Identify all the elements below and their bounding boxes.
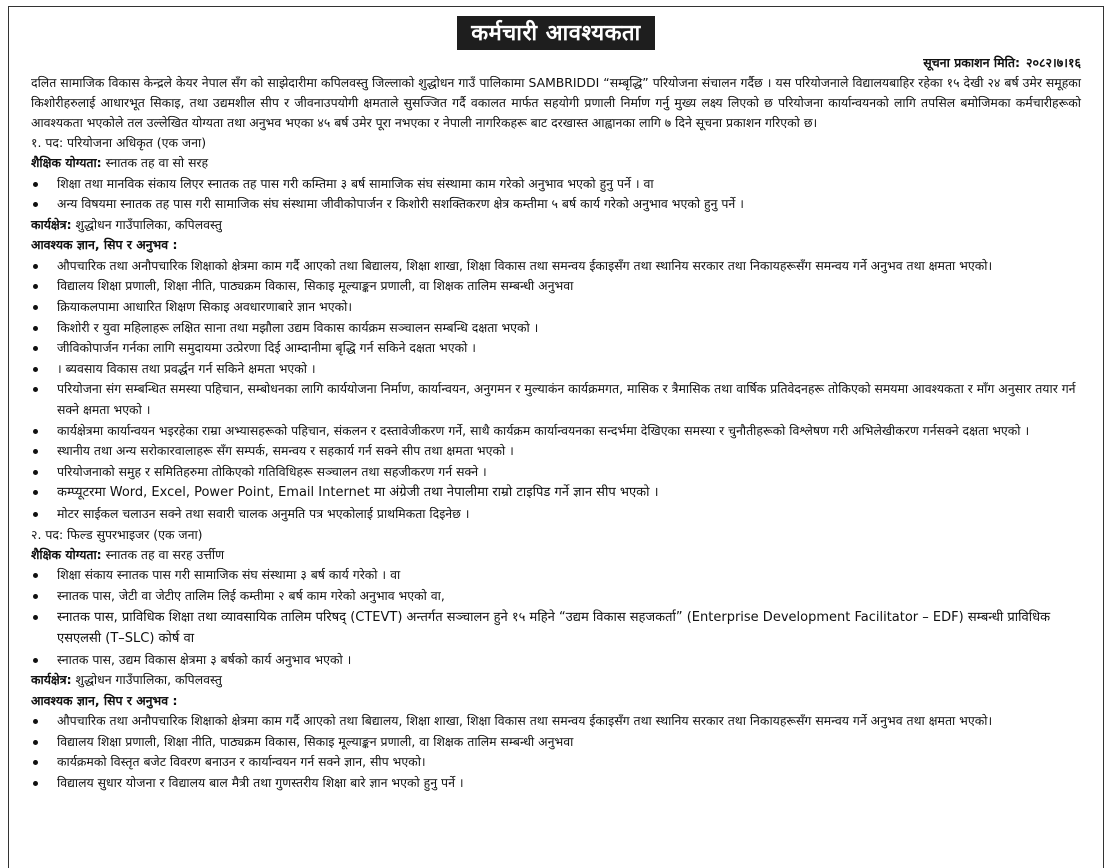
post2-qual-list: [31, 565, 1081, 670]
notice-date-value: २०८२।७।१६: [1026, 55, 1081, 70]
post1-qual-list: [31, 174, 1081, 215]
post2-heading: २. पद: फिल्ड सुपरभाइजर (एक जना): [31, 526, 203, 542]
bullet-icon: [33, 346, 38, 351]
bullet-icon: [33, 182, 38, 187]
bullet-icon: [33, 740, 38, 745]
list-item: किशोरी र युवा महिलाहरू लक्षित साना तथा मझौला उद्यम विकास कार्यक्रम सञ्चालन सम्बन्धि दक्षता भएको ।: [31, 318, 1081, 339]
list-item: स्नातक पास, जेटी वा जेटीए तालिम लिई कम्तीमा २ बर्ष काम गरेको अनुभाव भएको वा,: [31, 586, 1081, 607]
post2-qual-label: शैक्षिक योग्यता:: [31, 546, 102, 562]
bullet-icon: [33, 367, 38, 372]
post2-area-label: कार्यक्षेत्र:: [31, 672, 72, 688]
list-item: मोटर साईकल चलाउन सक्ने तथा सवारी चालक अनुमति पत्र भएकोलाई प्राथमिकता दिइनेछ ।: [31, 504, 1081, 525]
bullet-icon: [33, 490, 38, 495]
notice-date-label: सूचना प्रकाशन मिति:: [923, 55, 1021, 70]
bullet-icon: [33, 573, 38, 578]
bullet-icon: [33, 326, 38, 331]
list-item: । ब्यवसाय विकास तथा प्रवर्द्धन गर्न सकिने क्षमता भएको ।: [31, 359, 1081, 380]
list-item: औपचारिक तथा अनौपचारिक शिक्षाको क्षेत्रमा काम गर्दै आएको तथा बिद्यालय, शिक्षा शाखा, शिक्षा विकास तथा समन्वय ईकाइसँग तथा स्थानिय सरकार तथा निकायहरूसँग समन्वय गर्ने अनुभव तथा क्षमता भएको।: [31, 711, 1081, 732]
list-item: स्थानीय तथा अन्य सरोकारवालाहरू सँग सम्पर्क, समन्वय र सहकार्य गर्न सक्ने सीप तथा क्षमता भएको ।: [31, 441, 1081, 462]
bullet-icon: [33, 305, 38, 310]
bullet-icon: [33, 264, 38, 269]
post1-area-label: कार्यक्षेत्र:: [31, 217, 72, 232]
list-item: विद्यालय सुधार योजना र विद्यालय बाल मैत्री तथा गुणस्तरीय शिक्षा बारे ज्ञान भएको हुनु पर्ने ।: [31, 773, 1081, 794]
list-item: औपचारिक तथा अनौपचारिक शिक्षाको क्षेत्रमा काम गर्दै आएको तथा बिद्यालय, शिक्षा शाखा, शिक्षा विकास तथा समन्वय ईकाइसँग तथा स्थानिय सरकार तथा निकायहरूसँग समन्वय गर्ने अनुभव तथा क्षमता भएको।: [31, 256, 1081, 277]
bullet-icon: [33, 387, 38, 392]
page-title: कर्मचारी आवश्यकता: [457, 16, 655, 50]
list-item: विद्यालय शिक्षा प्रणाली, शिक्षा नीति, पाठ्यक्रम विकास, सिकाइ मूल्याङ्कन प्रणाली, वा शिक्षक तालिम सम्बन्धी अनुभवा: [31, 732, 1081, 753]
list-item: स्नातक पास, प्राविधिक शिक्षा तथा व्यावसायिक तालिम परिषद् (CTEVT) अन्तर्गत सञ्चालन हुने १५ महिने “उद्यम विकास सहजकर्ता” (Enterprise Development Facilitator – EDF) सम्बन्धी प्राविधिक एसएलसी (T–SLC) कोर्ष वा: [31, 607, 1081, 650]
list-item: स्नातक पास, उद्यम विकास क्षेत्रमा ३ बर्षको कार्य अनुभाव भएको ।: [31, 650, 1081, 671]
bullet-icon: [33, 594, 38, 599]
list-item: क्रियाकलपामा आधारित शिक्षण सिकाइ अवधारणाबारे ज्ञान भएको।: [31, 297, 1081, 318]
bullet-icon: [33, 202, 38, 207]
post2-area-value: शुद्धोधन गाउँपालिका, कपिलवस्तु: [75, 672, 222, 688]
post1-heading: १. पद: परियोजना अधिकृत (एक जना): [31, 135, 207, 150]
list-item: कार्यक्रमको विस्तृत बजेट विवरण बनाउन र कार्यान्वयन गर्न सक्ने ज्ञान, सीप भएको।: [31, 752, 1081, 773]
bullet-icon: [33, 470, 38, 475]
intro-paragraph: दलित सामाजिक विकास केन्द्रले केयर नेपाल सँग को साझेदारीमा कपिलवस्तु जिल्लाको शुद्धोधन गाउँ पालिकामा SAMBRIDDI “सम्बृद्धि” परियोजना संचालन गर्दैछ । यस परियोजनाले विद्यालयबाहिर रहेका १५ देखी २४ बर्ष उमेर समूहका किशोरीहरुलाई आधारभूत सिकाइ, तथा उद्यमशील सीप र जीवनाउपयोगी क्षमताले सुसज्जित गर्दै वकालत मार्फत सहयोगी प्रणाली निर्माण गर्नु मुख्य लक्ष्य लिएको छ परियोजना कार्यान्वयनको लागि तपसिल बमोजिमका कर्मचारीहरूको आवश्यकता भएकोले तल उल्लेखित योग्यता तथा अनुभव भएका ४५ बर्ष उमेर पूरा नभएका र नेपाली नागरिकहरू बाट दरखास्त आह्वानका लागि ७ दिने सूचना प्रकाशन गरिएको छ।: [31, 75, 1081, 130]
post1-qual-value: स्नातक तह वा सो सरह: [105, 155, 209, 171]
post1-qual-label: शैक्षिक योग्यता:: [31, 155, 102, 171]
bullet-icon: [33, 719, 38, 724]
list-item: परियोजनाको समुह र समितिहरुमा तोकिएको गतिविधिहरू सञ्चालन तथा सहजीकरण गर्न सक्ने ।: [31, 462, 1081, 483]
bullet-icon: [33, 615, 38, 620]
post1-area-value: शुद्धोधन गाउँपालिका, कपिलवस्तु: [75, 217, 222, 232]
bullet-icon: [33, 658, 38, 663]
post1-skills-list: [31, 256, 1081, 525]
list-item: परियोजना संग सम्बन्धित समस्या पहिचान, सम्बोधनका लागि कार्ययोजना निर्माण, कार्यान्वयन, अनुगमन र मुल्याकंन कार्यक्रमगत, मासिक र त्रैमासिक तथा वार्षिक प्रतिवेदनहरू तोकिएको समयमा आवश्यकता र माँग अनुसार तयार गर्न सक्ने क्षमता भएको ।: [31, 379, 1081, 420]
list-item: कम्प्यूटरमा Word, Excel, Power Point, Email Internet मा अंग्रेजी तथा नेपालीमा राम्रो टाइपिड गर्ने ज्ञान सीप भएको ।: [31, 482, 1081, 504]
post2-work-area: [31, 670, 1081, 690]
list-item: अन्य विषयमा स्नातक तह पास गरी सामाजिक संघ संस्थामा जीवीकोपार्जन र किशोरी सशक्तिकरण क्षेत्र कम्तीमा ५ बर्ष कार्य गरेको अनुभाव भएको हुनु पर्ने ।: [31, 194, 1081, 215]
notice-page: [8, 6, 1104, 868]
list-item: विद्यालय शिक्षा प्रणाली, शिक्षा नीति, पाठ्यक्रम विकास, सिकाइ मूल्याङ्कन प्रणाली, वा शिक्षक तालिम सम्बन्धी अनुभवा: [31, 276, 1081, 297]
post2-skills-list: [31, 711, 1081, 793]
bullet-icon: [33, 781, 38, 786]
list-item: शिक्षा तथा मानविक संकाय लिएर स्नातक तह पास गरी कम्तिमा ३ बर्ष सामाजिक संघ संस्थामा काम गरेको अनुभाव भएको हुनु पर्ने । वा: [31, 174, 1081, 195]
notice-date: [31, 53, 1081, 73]
list-item: जीविकोपार्जन गर्नका लागि समुदायमा उत्प्रेरणा दिई आम्दानीमा बृद्धि गर्न सकिने दक्षता भएको ।: [31, 338, 1081, 359]
bullet-icon: [33, 449, 38, 454]
bullet-icon: [33, 512, 38, 517]
list-item: कार्यक्षेत्रमा कार्यान्वयन भइरहेका राम्रा अभ्यासहरूको पहिचान, संकलन र दस्तावेजीकरण गर्ने, साथै कार्यक्रम कार्यान्वयनका सन्दर्भमा देखिएका समस्या र चुनौतीहरूको विश्लेषण गरी अभिलेखीकरण गर्नसक्ने दक्षता भएको ।: [31, 421, 1081, 442]
title-wrap: [31, 7, 1081, 47]
post2-skills-heading: आवश्यक ज्ञान, सिप र अनुभव :: [31, 692, 178, 708]
post2-qual-value: स्नातक तह वा सरह उर्त्तीण: [105, 546, 225, 562]
bullet-icon: [33, 284, 38, 289]
bullet-icon: [33, 760, 38, 765]
list-item: शिक्षा संकाय स्नातक पास गरी सामाजिक संघ संस्थामा ३ बर्ष कार्य गरेको । वा: [31, 565, 1081, 586]
post1-work-area: [31, 215, 1081, 235]
bullet-icon: [33, 429, 38, 434]
post1-qualification: [31, 153, 1081, 173]
post2-qualification: [31, 545, 1081, 565]
post1-skills-heading: आवश्यक ज्ञान, सिप र अनुभव :: [31, 237, 178, 253]
